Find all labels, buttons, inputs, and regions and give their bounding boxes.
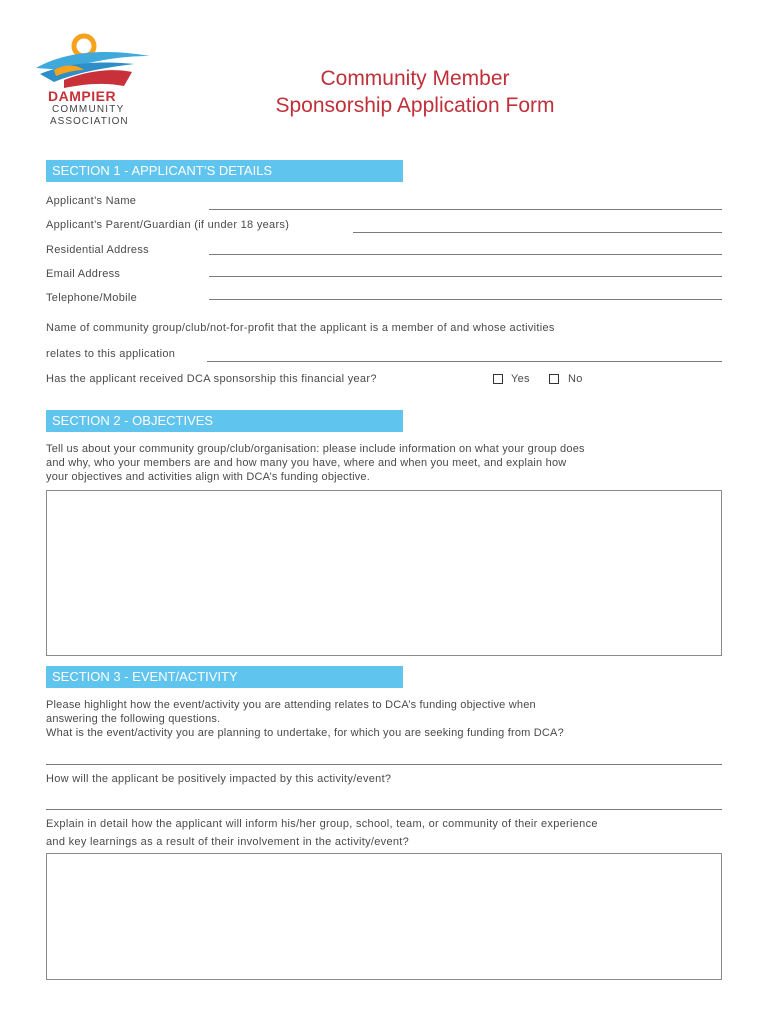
form-title-line2: Sponsorship Application Form	[275, 94, 555, 117]
section3-intro-line2: answering the following questions.	[46, 713, 221, 725]
section3-question2: How will the applicant be positively impacted by this activity/event?	[46, 773, 392, 785]
group-name-field[interactable]	[207, 361, 722, 362]
applicant-name-field[interactable]	[209, 209, 722, 210]
guardian-label: Applicant’s Parent/Guardian (if under 18 years)	[46, 219, 290, 231]
no-checkbox[interactable]	[549, 374, 559, 384]
form-title-line1: Community Member	[320, 67, 510, 90]
logo-text-dampier: DAMPIER	[48, 88, 117, 104]
inform-community-textarea[interactable]	[46, 853, 722, 980]
objectives-textarea[interactable]	[46, 490, 722, 656]
group-question-line2: relates to this application	[46, 348, 176, 360]
section3-question3-line2: and key learnings as a result of their involvement in the activity/event?	[46, 836, 410, 848]
yes-checkbox[interactable]	[493, 374, 503, 384]
no-label: No	[568, 373, 583, 385]
section3-intro-line1: Please highlight how the event/activity you are attending relates to DCA’s funding objective when	[46, 699, 536, 711]
event-activity-field[interactable]	[46, 764, 722, 765]
section3-question3-line1: Explain in detail how the applicant will inform his/her group, school, team, or community of their experience	[46, 818, 598, 830]
address-field[interactable]	[209, 254, 722, 255]
dampier-logo-graphic	[34, 30, 154, 130]
section3-heading: SECTION 3 - EVENT/ACTIVITY	[46, 666, 403, 688]
phone-field[interactable]	[209, 299, 722, 300]
group-question-line1: Name of community group/club/not-for-profit that the applicant is a member of and whose activities	[46, 322, 555, 334]
sponsorship-question: Has the applicant received DCA sponsorship this financial year?	[46, 373, 377, 385]
logo-text-community: COMMUNITY	[52, 104, 125, 115]
section2-instruction-line2: and why, who your members are and how many you have, where and when you meet, and explain how	[46, 457, 567, 469]
email-label: Email Address	[46, 268, 121, 280]
phone-label: Telephone/Mobile	[46, 292, 138, 304]
applicant-name-label: Applicant’s Name	[46, 195, 137, 207]
logo-text-association: ASSOCIATION	[50, 116, 129, 127]
guardian-field[interactable]	[353, 232, 722, 233]
email-field[interactable]	[209, 276, 722, 277]
section3-question1: What is the event/activity you are planning to undertake, for which you are seeking funding from DCA?	[46, 727, 564, 739]
section1-heading: SECTION 1 - APPLICANT’S DETAILS	[46, 160, 403, 182]
address-label: Residential Address	[46, 244, 149, 256]
yes-label: Yes	[511, 373, 530, 385]
section2-instruction-line3: your objectives and activities align with DCA’s funding objective.	[46, 471, 371, 483]
section2-instructions	[46, 442, 726, 484]
impact-field[interactable]	[46, 809, 722, 810]
section2-instruction-line1: Tell us about your community group/club/organisation: please include information on what your group does	[46, 443, 585, 455]
section3-intro	[46, 698, 726, 740]
section2-heading: SECTION 2 - OBJECTIVES	[46, 410, 403, 432]
